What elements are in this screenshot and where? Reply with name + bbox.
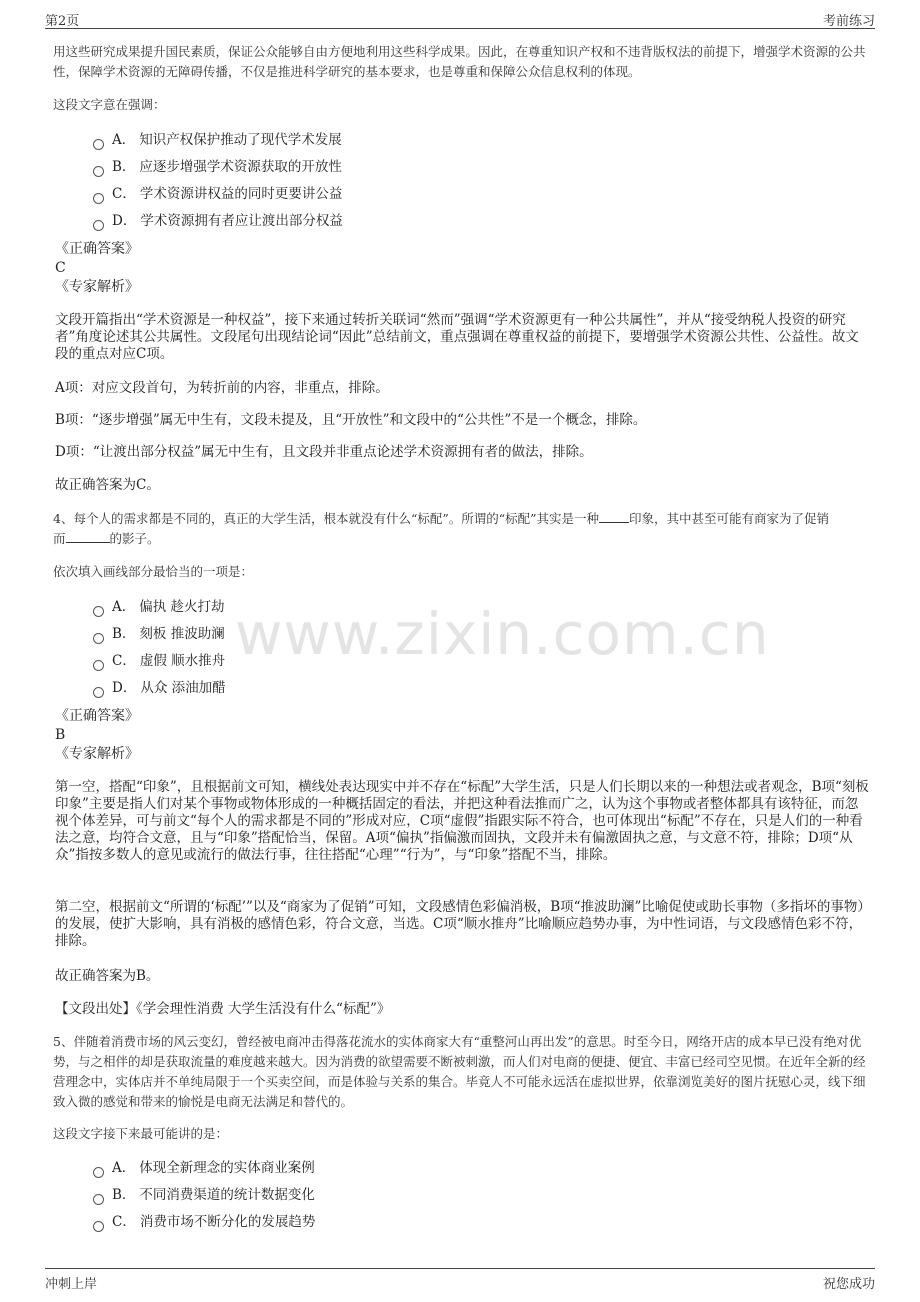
q4-answer-label: 《正确答案》: [55, 708, 139, 724]
radio-button-icon[interactable]: [93, 633, 104, 644]
radio-button-icon[interactable]: [93, 139, 104, 150]
q3-analysis-a: A项：对应文段首句，为转折前的内容，非重点，排除。: [55, 380, 389, 396]
radio-button-icon[interactable]: [93, 1167, 104, 1178]
fill-blank-1: [599, 510, 629, 523]
footer-right-text: 祝您成功: [822, 1277, 875, 1292]
q4-option-a[interactable]: A． 偏执 趁火打劫: [93, 597, 225, 617]
q5-option-b[interactable]: B． 不同消费渠道的统计数据变化: [93, 1185, 315, 1205]
q5-stem: 5、伴随着消费市场的风云变幻，曾经被电商冲击得落花流水的实体商家大有“重整河山再出发”的意思。时至今日，网络开店的成本早已没有绝对优势，与之相伴的却是获取流量的难度越来越大。因为消费的欲望需要不断被刺激，而人们对电商的便捷、便宜、丰富已经司空见惯。在近年全新的经营理念中，实体店并不单纯局限于一个买卖空间，而是体验与关系的集合。毕竟人不可能永远活在虚拟世界，依靠浏览美好的图片抚慰心灵，线下细致入微的感觉和带来的愉悦是电商无法满足和替代的。: [53, 1034, 866, 1109]
q3-option-c[interactable]: C． 学术资源讲权益的同时更要讲公益: [93, 184, 342, 204]
q5-prompt: 这段文字接下来最可能讲的是：: [53, 1126, 229, 1141]
q3-conclusion: 故正确答案为C。: [55, 477, 160, 493]
q3-answer-label: 《正确答案》: [55, 241, 139, 257]
q3-option-a[interactable]: A． 知识产权保护推动了现代学术发展: [93, 130, 342, 150]
q4-option-c[interactable]: C． 虚假 顺水推舟: [93, 651, 225, 671]
q4-answer: B: [55, 727, 66, 743]
page-footer: [45, 1268, 875, 1291]
q3-answer: C: [55, 260, 66, 276]
q4-conclusion: 故正确答案为B。: [55, 968, 160, 984]
q4-analysis-blank2: 第二空，根据前文“所谓的‘标配’”以及“商家为了促销”可知，文段感情色彩偏消极，B项“推波助澜”比喻促使或助长事物（多指坏的事物）的发展，使扩大影响，具有消极的感情色彩，符合文意，当选。C项“顺水推舟”比喻顺应趋势办事，为中性词语，与文段感情色彩不符，排除。: [55, 899, 865, 949]
radio-button-icon[interactable]: [93, 1194, 104, 1205]
q4-option-b[interactable]: B． 刻板 推波助澜: [93, 624, 225, 644]
header-title: 考前练习: [822, 14, 875, 29]
q4-option-d[interactable]: D． 从众 添油加醋: [93, 678, 226, 698]
q3-stem: 用这些研究成果提升国民素质，保证公众能够自由方便地利用这些科学成果。因此，在尊重知识产权和不违背版权法的前提下，增强学术资源的公共性，保障学术资源的无障碍传播，不仅是推进科学研究的基本要求，也是尊重和保障公众信息权利的体现。: [53, 44, 866, 79]
q4-stem: 4、每个人的需求都是不同的，真正的大学生活，根本就没有什么“标配”。所谓的“标配”其实是一种 印象，其中甚至可能有商家为了促销 而 的影子。: [53, 511, 830, 546]
radio-button-icon[interactable]: [93, 660, 104, 671]
page-number: 第2页: [45, 14, 80, 29]
q3-option-b[interactable]: B． 应逐步增强学术资源获取的开放性: [93, 157, 342, 177]
q4-prompt: 依次填入画线部分最恰当的一项是：: [53, 564, 254, 579]
q5-option-c[interactable]: C． 消费市场不断分化的发展趋势: [93, 1212, 315, 1232]
q3-prompt: 这段文字意在强调：: [53, 97, 166, 112]
q4-analysis-label: 《专家解析》: [55, 746, 139, 762]
radio-button-icon[interactable]: [93, 687, 104, 698]
radio-button-icon[interactable]: [93, 606, 104, 617]
q5-option-a[interactable]: A． 体现全新理念的实体商业案例: [93, 1158, 315, 1178]
radio-button-icon[interactable]: [93, 193, 104, 204]
q3-analysis-main: 文段开篇指出“学术资源是一种权益”，接下来通过转折关联词“然而”强调“学术资源更有一种公共属性”，并从“接受纳税人投资的研究者”角度论述其公共属性。文段尾句出现结论词“因此”总结前文，重点强调在尊重权益的前提下，要增强学术资源公共性、公益性。故文段的重点对应C项。: [55, 312, 859, 362]
q3-option-d[interactable]: D． 学术资源拥有者应让渡出部分权益: [93, 211, 343, 231]
q4-analysis-blank1: 第一空，搭配“印象”，且根据前文可知，横线处表达现实中并不存在“标配”大学生活，只是人们长期以来的一种想法或者观念，B项“刻板印象”主要是指人们对某个事物或物体形成的一种概括固定的看法，并把这种看法推而广之，认为这个事物或者整体都具有该特征，而忽视个体差异，可与前文“每个人的需求都是不同的”形成对应，C项“虚假”指跟实际不符合，也可体现出“标配”不存在，只是人们的一种看法之意，均符合文意，且与“印象”搭配恰当，保留。A项“偏执”指偏激而固执，文段并未有偏激固执之意，与文意不符，排除；D项“从众”指按多数人的意见或流行的做法行事，往往搭配“心理”“行为”，与“印象”搭配不当，排除。: [55, 779, 869, 863]
watermark: www.zixin.com.cn: [235, 600, 770, 668]
q3-analysis-b: B项：“逐步增强”属无中生有，文段未提及，且“开放性”和文段中的“公共性”不是一个概念，排除。: [55, 412, 647, 428]
footer-left-text: 冲刺上岸: [45, 1277, 98, 1292]
q3-analysis-d: D项：“让渡出部分权益”属无中生有，且文段并非重点论述学术资源拥有者的做法，排除。: [55, 444, 593, 460]
radio-button-icon[interactable]: [93, 1221, 104, 1232]
q3-analysis-label: 《专家解析》: [55, 279, 139, 295]
radio-button-icon[interactable]: [93, 166, 104, 177]
fill-blank-2: [66, 530, 110, 543]
q4-source: 【文段出处】《学会理性消费 大学生活没有什么“标配”》: [55, 1001, 391, 1017]
radio-button-icon[interactable]: [93, 220, 104, 231]
page-header: [45, 10, 875, 29]
